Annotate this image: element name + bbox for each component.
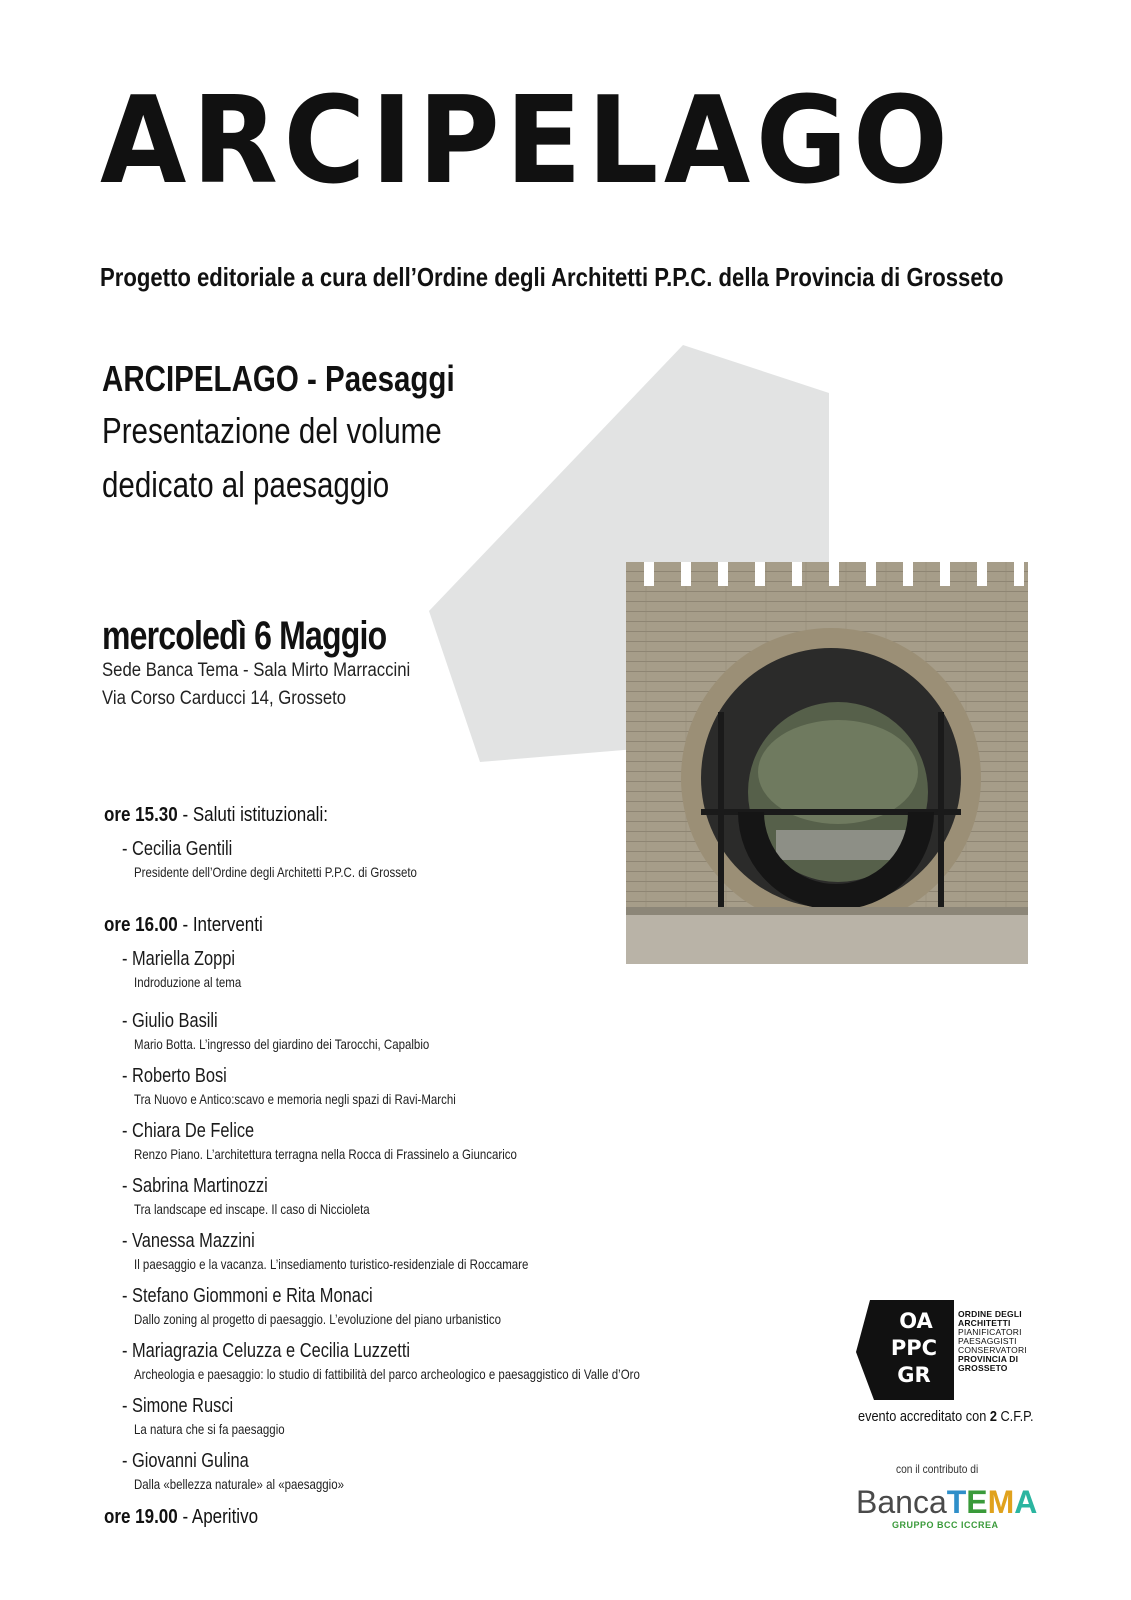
speaker-description: Dalla «bellezza naturale» al «paesaggio» xyxy=(134,1476,344,1492)
logo-text-ppc: PPC xyxy=(890,1336,938,1360)
speaker-name: - Vanessa Mazzini xyxy=(122,1230,255,1252)
event-date: mercoledì 6 Maggio xyxy=(102,614,387,658)
event-description-line-1: Presentazione del volume xyxy=(102,410,442,451)
banca-tema-logo: BancaTEMA xyxy=(856,1484,1038,1520)
speaker-description: Indroduzione al tema xyxy=(134,974,242,990)
speaker-name: - Giulio Basili xyxy=(122,1010,218,1032)
speaker-name: - Chiara De Felice xyxy=(122,1120,255,1142)
arch-photo xyxy=(626,562,1028,964)
logo-line: PROVINCIA DI xyxy=(958,1354,1019,1364)
banca-tema-logo-word: TEMA xyxy=(946,1484,1038,1520)
speaker-description: Tra landscape ed inscape. Il caso di Niccioleta xyxy=(134,1201,370,1217)
speaker-name: - Mariella Zoppi xyxy=(122,948,236,970)
speaker-name: - Mariagrazia Celuzza e Cecilia Luzzetti xyxy=(122,1340,411,1362)
speaker-description: La natura che si fa paesaggio xyxy=(134,1421,285,1437)
program-time-1900: ore 19.00 - Aperitivo xyxy=(104,1506,259,1528)
logo-text-gr: GR xyxy=(897,1363,931,1387)
logo-line: PAESAGGISTI xyxy=(958,1336,1017,1346)
speaker-description: Archeologia e paesaggio: lo studio di fattibilità del parco archeologico e paesaggistico di Valle d’Oro xyxy=(134,1366,640,1382)
speaker-name: - Roberto Bosi xyxy=(122,1065,227,1087)
program-time-1600: ore 16.00 - Interventi xyxy=(104,914,263,936)
logo-line: GROSSETO xyxy=(958,1363,1008,1373)
venue-line-1: Sede Banca Tema - Sala Mirto Marraccini xyxy=(102,660,411,681)
speaker-description: Mario Botta. L’ingresso del giardino dei Tarocchi, Capalbio xyxy=(134,1036,430,1052)
speaker-name: - Giovanni Gulina xyxy=(122,1450,249,1472)
main-title: ARCIPELAGO xyxy=(100,72,954,211)
logo-line: ARCHITETTI xyxy=(958,1318,1011,1328)
speaker-name: - Sabrina Martinozzi xyxy=(122,1175,268,1197)
logo-line: PIANIFICATORI xyxy=(958,1327,1022,1337)
contribution-label: con il contributo di xyxy=(896,1462,979,1476)
speaker-description: Renzo Piano. L’architettura terragna nella Rocca di Frassinelo a Giuncarico xyxy=(134,1146,517,1162)
speaker-description: Tra Nuovo e Antico:scavo e memoria negli spazi di Ravi-Marchi xyxy=(134,1091,456,1107)
speaker-description: Il paesaggio e la vacanza. L’insediamento turistico-residenziale di Roccamare xyxy=(134,1256,529,1272)
logo-line: ORDINE DEGLI xyxy=(958,1309,1022,1319)
program-time-1530: ore 15.30 - Saluti istituzionali: xyxy=(104,804,328,826)
speaker-description: Dallo zoning al progetto di paesaggio. L’evoluzione del piano urbanistico xyxy=(134,1311,501,1327)
logo-text-oa: OA xyxy=(899,1309,933,1333)
bank-group-label: GRUPPO BCC ICCREA xyxy=(892,1520,999,1530)
speaker-description: Presidente dell’Ordine degli Architetti P.P.C. di Grosseto xyxy=(134,864,417,880)
event-heading: ARCIPELAGO - Paesaggi xyxy=(102,358,455,399)
speaker-name: - Stefano Giommoni e Rita Monaci xyxy=(122,1285,373,1307)
speaker-name: - Simone Rusci xyxy=(122,1395,234,1417)
logo-line: CONSERVATORI xyxy=(958,1345,1027,1355)
venue-line-2: Via Corso Carducci 14, Grosseto xyxy=(102,688,347,709)
event-description-line-2: dedicato al paesaggio xyxy=(102,464,390,505)
subtitle: Progetto editoriale a cura dell’Ordine degli Architetti P.P.C. della Provincia di Grosseto xyxy=(100,262,1004,292)
speaker-name: - Cecilia Gentili xyxy=(122,838,233,860)
oappc-logo xyxy=(856,1300,954,1400)
cfp-accreditation: evento accreditato con 2 C.F.P. xyxy=(858,1408,1034,1425)
